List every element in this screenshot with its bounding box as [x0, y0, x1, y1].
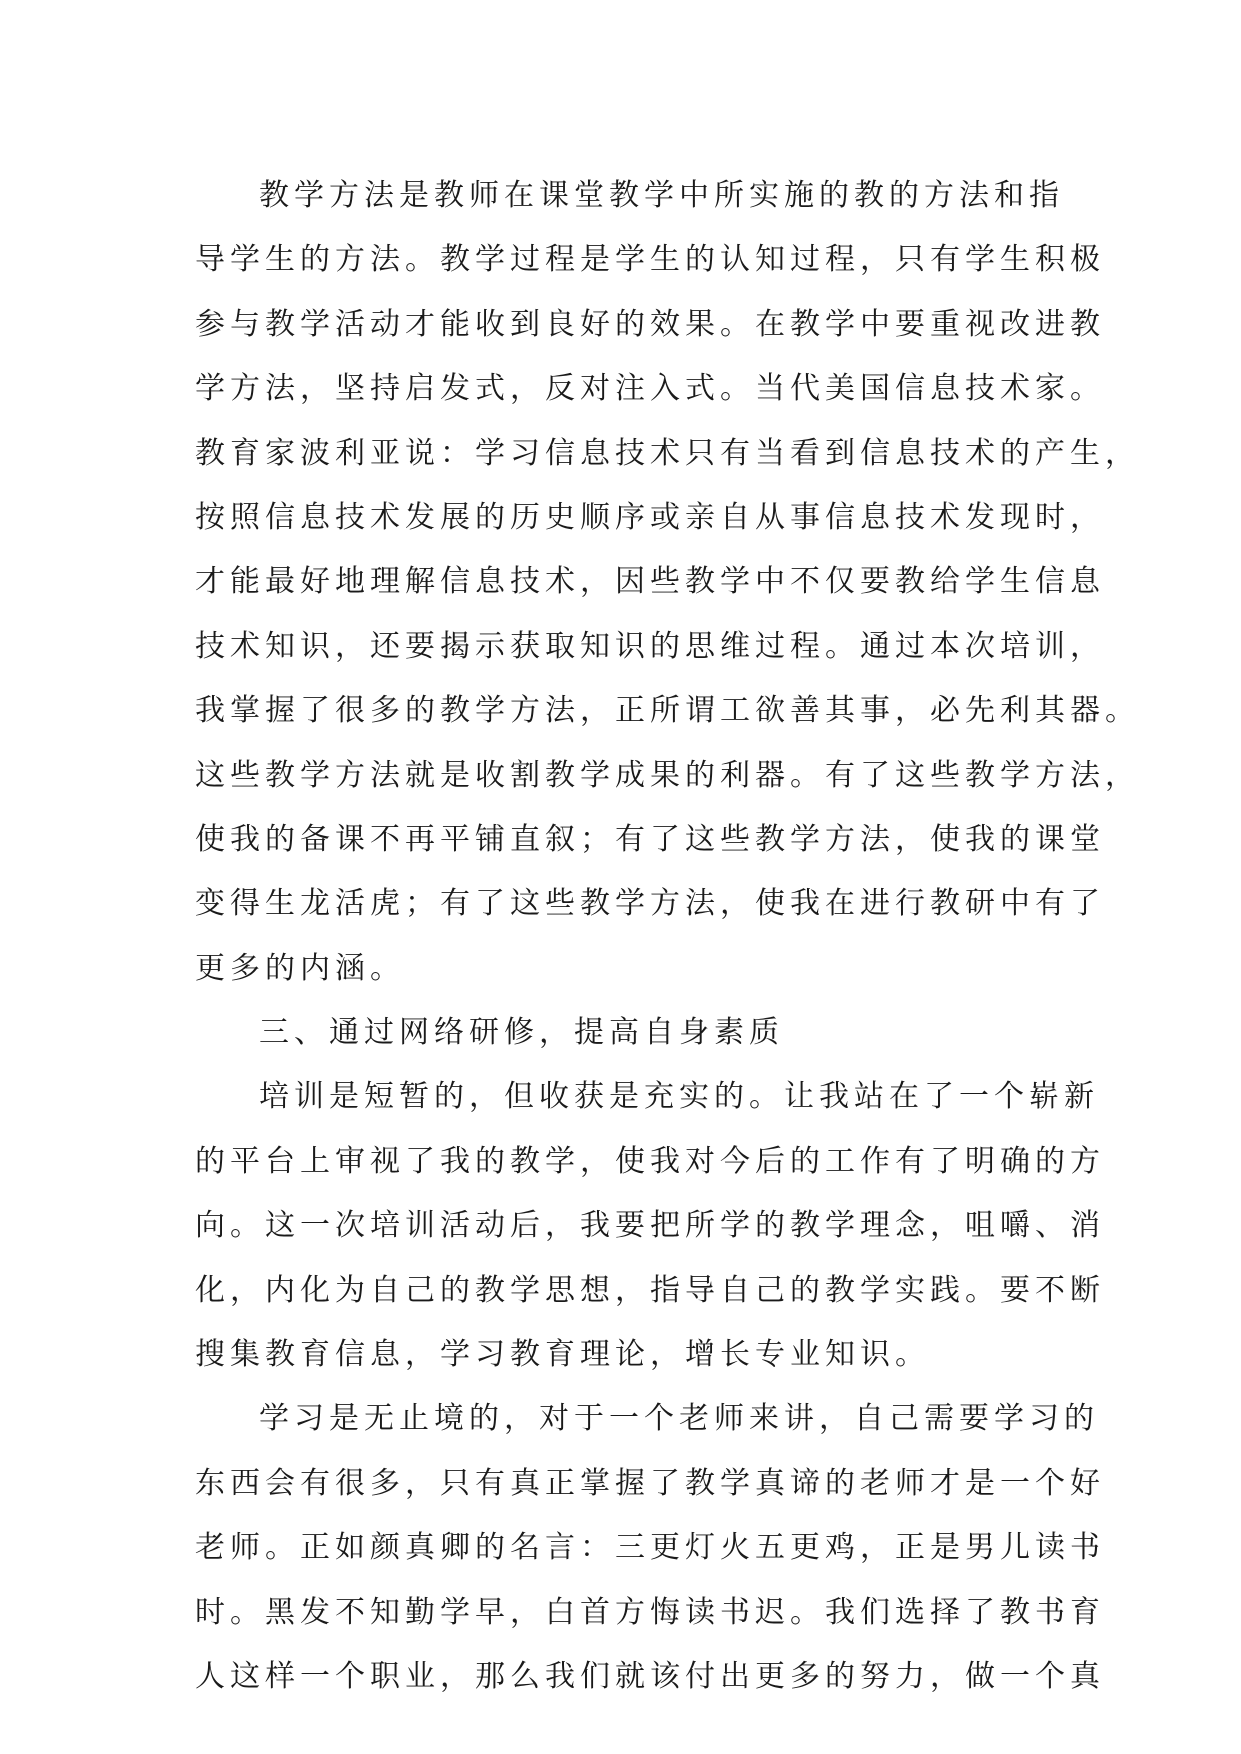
text-line: 教育家波利亚说：学习信息技术只有当看到信息技术的产生，	[195, 435, 1140, 471]
text-line: 导学生的方法。教学过程是学生的认知过程，只有学生积极	[195, 242, 1105, 278]
text-line: 按照信息技术发展的历史顺序或亲自从事信息技术发现时，	[195, 499, 1105, 535]
text-line: 变得生龙活虎；有了这些教学方法，使我在进行教研中有了	[195, 886, 1105, 922]
text-line: 学习是无止境的，对于一个老师来讲，自己需要学习的	[259, 1401, 1099, 1437]
text-line: 时。黑发不知勤学早，白首方悔读书迟。我们选择了教书育	[195, 1594, 1105, 1630]
text-line: 技术知识，还要揭示获取知识的思维过程。通过本次培训，	[195, 628, 1105, 664]
text-line: 化，内化为自己的教学思想，指导自己的教学实践。要不断	[195, 1272, 1105, 1308]
text-line: 学方法，坚持启发式，反对注入式。当代美国信息技术家。	[195, 371, 1105, 407]
text-line: 这些教学方法就是收割教学成果的利器。有了这些教学方法，	[195, 757, 1140, 793]
section-heading: 三、通过网络研修，提高自身素质	[259, 1015, 784, 1051]
text-line: 更多的内涵。	[195, 950, 405, 986]
text-line: 我掌握了很多的教学方法，正所谓工欲善其事，必先利其器。	[195, 693, 1140, 729]
text-line: 的平台上审视了我的教学，使我对今后的工作有了明确的方	[195, 1143, 1105, 1179]
text-line: 人这样一个职业，那么我们就该付出更多的努力，做一个真	[195, 1658, 1105, 1694]
text-line: 向。这一次培训活动后，我要把所学的教学理念，咀嚼、消	[195, 1208, 1105, 1244]
document-body	[195, 164, 1140, 1709]
text-line: 教学方法是教师在课堂教学中所实施的教的方法和指	[259, 178, 1064, 213]
text-line: 使我的备课不再平铺直叙；有了这些教学方法，使我的课堂	[195, 821, 1105, 857]
text-line: 才能最好地理解信息技术，因些教学中不仅要教给学生信息	[195, 564, 1105, 600]
text-line: 参与教学活动才能收到良好的效果。在教学中要重视改进教	[195, 306, 1105, 342]
text-line: 培训是短暂的，但收获是充实的。让我站在了一个崭新	[259, 1079, 1099, 1115]
text-line: 东西会有很多，只有真正掌握了教学真谛的老师才是一个好	[195, 1465, 1105, 1501]
text-line: 搜集教育信息，学习教育理论，增长专业知识。	[195, 1337, 930, 1373]
text-line: 老师。正如颜真卿的名言：三更灯火五更鸡，正是男儿读书	[195, 1530, 1105, 1566]
